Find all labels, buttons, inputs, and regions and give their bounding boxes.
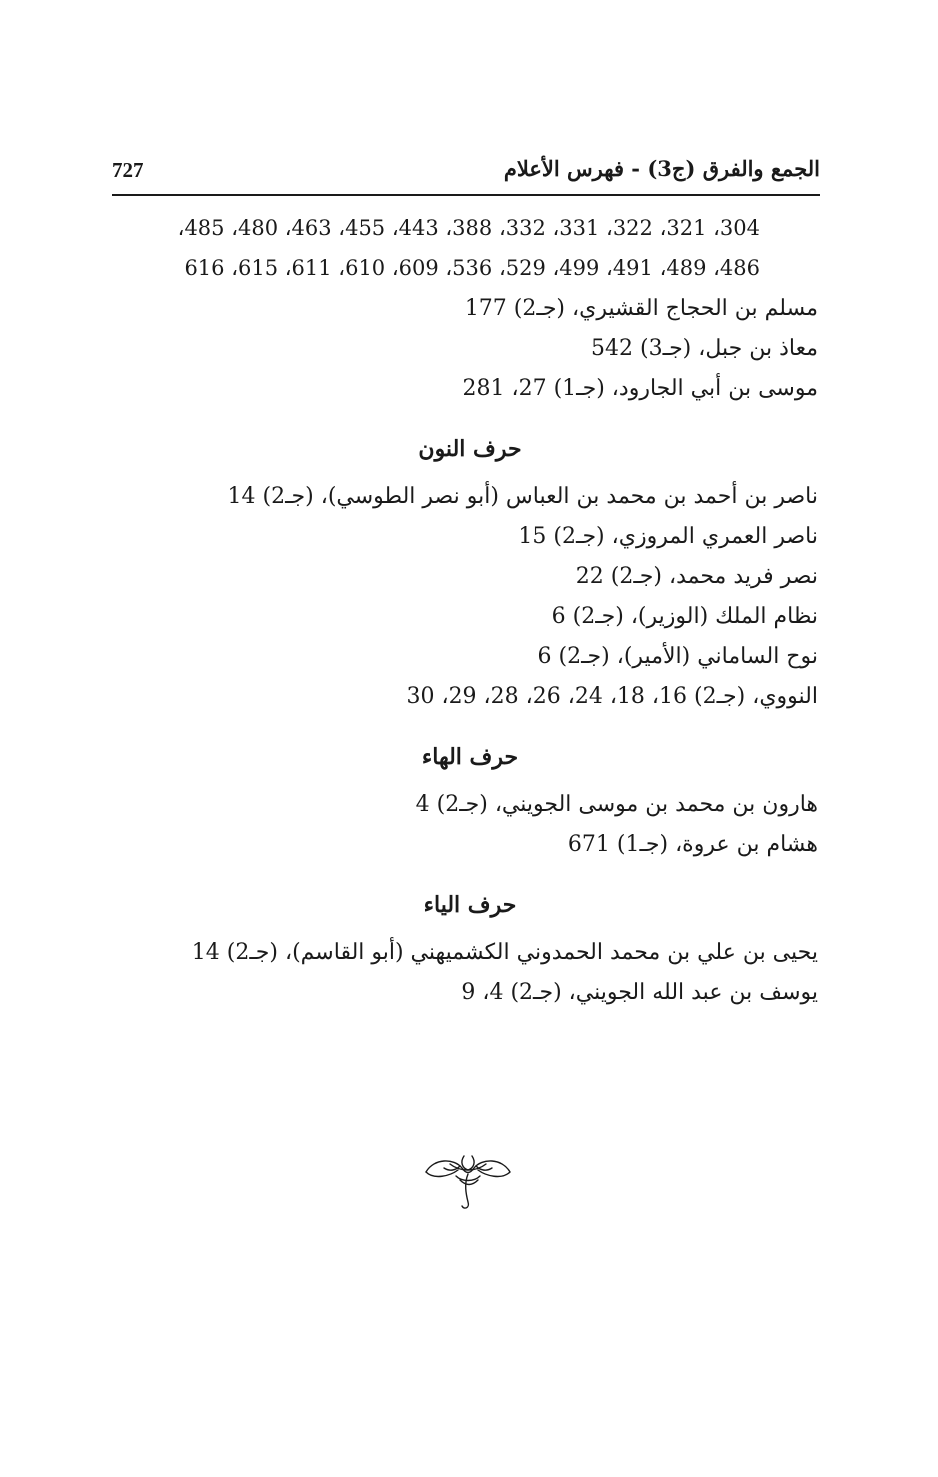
page-number: 727 bbox=[112, 158, 144, 182]
section-heading-ya: حرف الياء bbox=[423, 892, 517, 918]
index-entry: ناصر بن أحمد بن محمد بن العباس (أبو نصر الطوسي)، (جـ2) 14 bbox=[227, 484, 818, 509]
index-entry: النووي، (جـ2) 16، 18، 24، 26، 28، 29، 30 bbox=[406, 684, 818, 709]
header-rule bbox=[112, 194, 820, 196]
index-entry: يوسف بن عبد الله الجويني، (جـ2) 4، 9 bbox=[461, 980, 818, 1005]
index-entry: مسلم بن الحجاج القشيري، (جـ2) 177 bbox=[464, 296, 818, 321]
index-entry: ناصر العمري المروزي، (جـ2) 15 bbox=[518, 524, 818, 549]
index-entry: نظام الملك (الوزير)، (جـ2) 6 bbox=[551, 604, 818, 629]
continuation-line-1: 304، 321، 322، 331، 332، 388، 443، 455، 463، 480، 485، bbox=[177, 216, 760, 240]
decorative-flourish-icon bbox=[420, 1150, 516, 1214]
index-entry: نوح الساماني (الأمير)، (جـ2) 6 bbox=[537, 644, 818, 669]
index-entry: يحيى بن علي بن محمد الحمدوني الكشميهني (أبو القاسم)، (جـ2) 14 bbox=[191, 940, 818, 965]
continuation-line-2: 486، 489، 491، 499، 529، 536، 609، 610، 611، 615، 616 bbox=[184, 256, 760, 280]
index-entry: معاذ بن جبل، (جـ3) 542 bbox=[591, 336, 818, 361]
index-entry: نصر فريد محمد، (جـ2) 22 bbox=[575, 564, 818, 589]
section-heading-ha: حرف الهاء bbox=[421, 744, 519, 770]
index-entry: موسى بن أبي الجارود، (جـ1) 27، 281 bbox=[462, 376, 818, 401]
section-heading-nun: حرف النون bbox=[418, 436, 522, 462]
page-header bbox=[112, 150, 820, 190]
index-entry: هشام بن عروة، (جـ1) 671 bbox=[567, 832, 818, 857]
running-title: الجمع والفرق (ج3) - فهرس الأعلام bbox=[503, 156, 820, 181]
index-entry: هارون بن محمد بن موسى الجويني، (جـ2) 4 bbox=[415, 792, 818, 817]
